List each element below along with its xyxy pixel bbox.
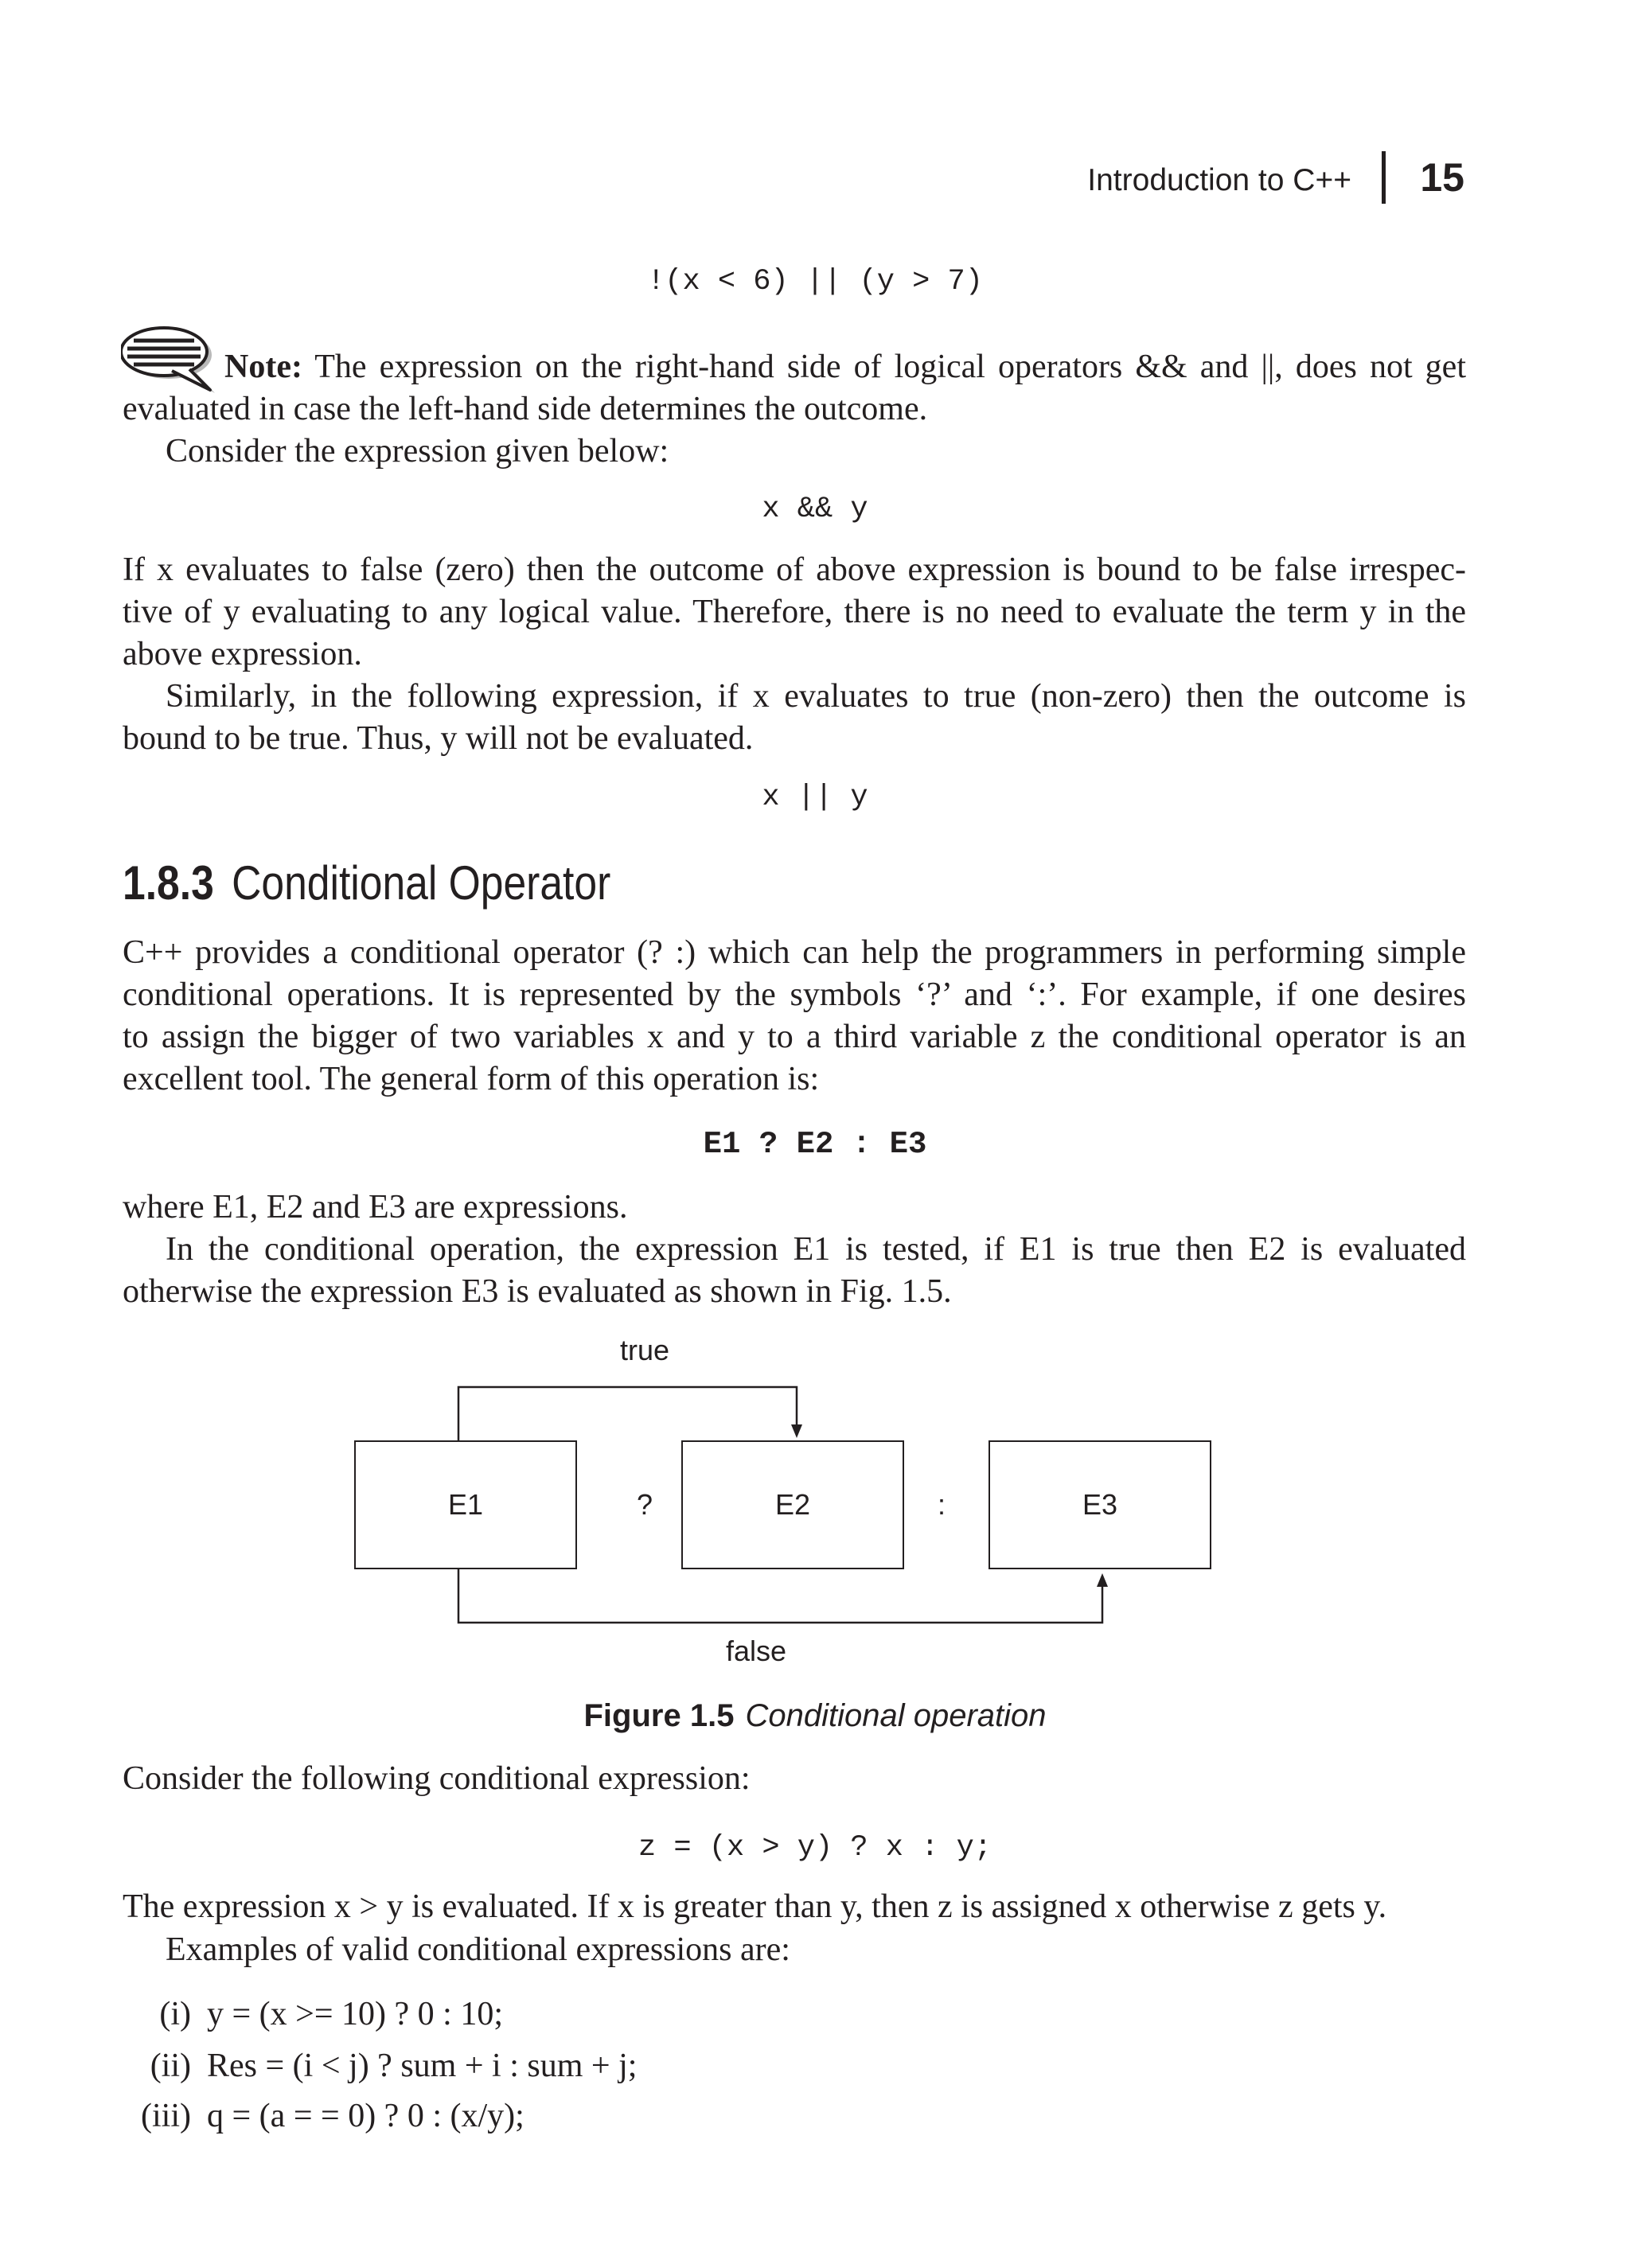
consider-conditional-text: Consider the following conditional expression: (123, 1760, 751, 1797)
conditional-explain-paragraph (123, 1229, 1466, 1313)
note-label: Note: (224, 349, 302, 385)
example-number: (iii) (141, 2098, 191, 2134)
example-text: Res = (i < j) ? sum + i : sum + j; (207, 2048, 638, 2084)
and-explanation-paragraph (123, 549, 1466, 676)
cond-intro-line-4: excellent tool. The general form of this operation is: (123, 1061, 820, 1097)
conditional-operation-figure (342, 1333, 1234, 1667)
figure-title: Conditional operation (745, 1698, 1047, 1733)
code-general-form: E1 ? E2 : E3 (703, 1127, 927, 1162)
conditional-intro-paragraph (123, 932, 1466, 1101)
and-explain-line-1: If x evaluates to false (zero) then the outcome of above expression is bound to be false irrespec- (123, 551, 1466, 588)
figure-caption (0, 1695, 1630, 1736)
cond-explain-line-2: otherwise the expression E3 is evaluated as shown in Fig. 1.5. (123, 1273, 952, 1310)
where-text: where E1, E2 and E3 are expressions. (123, 1189, 628, 1226)
note-line-1: Note: The expression on the right-hand side of logical operators && and ||, does not get (224, 349, 1466, 385)
cond-intro-line-2: conditional operations. It is represented by the symbols ‘?’ and ‘:’. For example, if one desires (123, 976, 1466, 1013)
colon-symbol: : (937, 1488, 946, 1521)
page-number: 15 (1420, 155, 1464, 200)
true-label: true (619, 1334, 670, 1366)
or-explain-line-1: Similarly, in the following expression, if x evaluates to true (non-zero) then the outcome is (166, 678, 1466, 715)
box-e2: E2 (681, 1440, 904, 1569)
examples-intro-text: Examples of valid conditional expressions are: (166, 1931, 790, 1968)
code-not-expression: !(x < 6) || (y > 7) (647, 265, 983, 298)
cond-explain-line-1: In the conditional operation, the expression E1 is tested, if E1 is true then E2 is evaluated (166, 1231, 1466, 1268)
and-explain-line-3: above expression. (123, 636, 362, 672)
question-mark-symbol: ? (636, 1488, 653, 1521)
false-label: false (725, 1635, 787, 1667)
list-item (123, 2095, 759, 2137)
or-explanation-paragraph (123, 676, 1466, 760)
code-or-expression: x || y (762, 781, 868, 814)
consider-expression-text: Consider the expression given below: (166, 433, 669, 470)
section-heading (123, 853, 610, 914)
and-explain-line-2: tive of y evaluating to any logical value. Therefore, there is no need to evaluate the term y in the (123, 594, 1466, 630)
example-number: (i) (159, 1996, 191, 2032)
running-title: Introduction to C++ (1087, 163, 1351, 197)
section-number: 1.8.3 (123, 856, 214, 910)
cond-intro-line-1: C++ provides a conditional operator (? :) which can help the programmers in performing simple (123, 934, 1466, 971)
list-item (123, 1993, 759, 2036)
section-title: Conditional Operator (232, 856, 611, 910)
evaluated-text: The expression x > y is evaluated. If x is greater than y, then z is assigned x otherwise z gets y. (123, 1888, 1387, 1925)
list-item (123, 2045, 759, 2087)
header-divider (1382, 151, 1386, 204)
note-paragraph (123, 346, 1466, 431)
note-line-2: evaluated in case the left-hand side determines the outcome. (123, 391, 928, 427)
figure-number: Figure 1.5 (583, 1698, 735, 1733)
example-number: (ii) (150, 2048, 191, 2084)
or-explain-line-2: bound to be true. Thus, y will not be evaluated. (123, 720, 754, 757)
example-text: q = (a = = 0) ? 0 : (x/y); (207, 2098, 524, 2134)
code-example: z = (x > y) ? x : y; (638, 1831, 992, 1865)
box-e1: E1 (354, 1440, 577, 1569)
cond-intro-line-3: to assign the bigger of two variables x and y to a third variable z the conditional operator is an (123, 1019, 1466, 1055)
box-e3: E3 (989, 1440, 1211, 1569)
example-text: y = (x >= 10) ? 0 : 10; (207, 1996, 504, 2032)
code-and-expression: x && y (762, 493, 868, 526)
